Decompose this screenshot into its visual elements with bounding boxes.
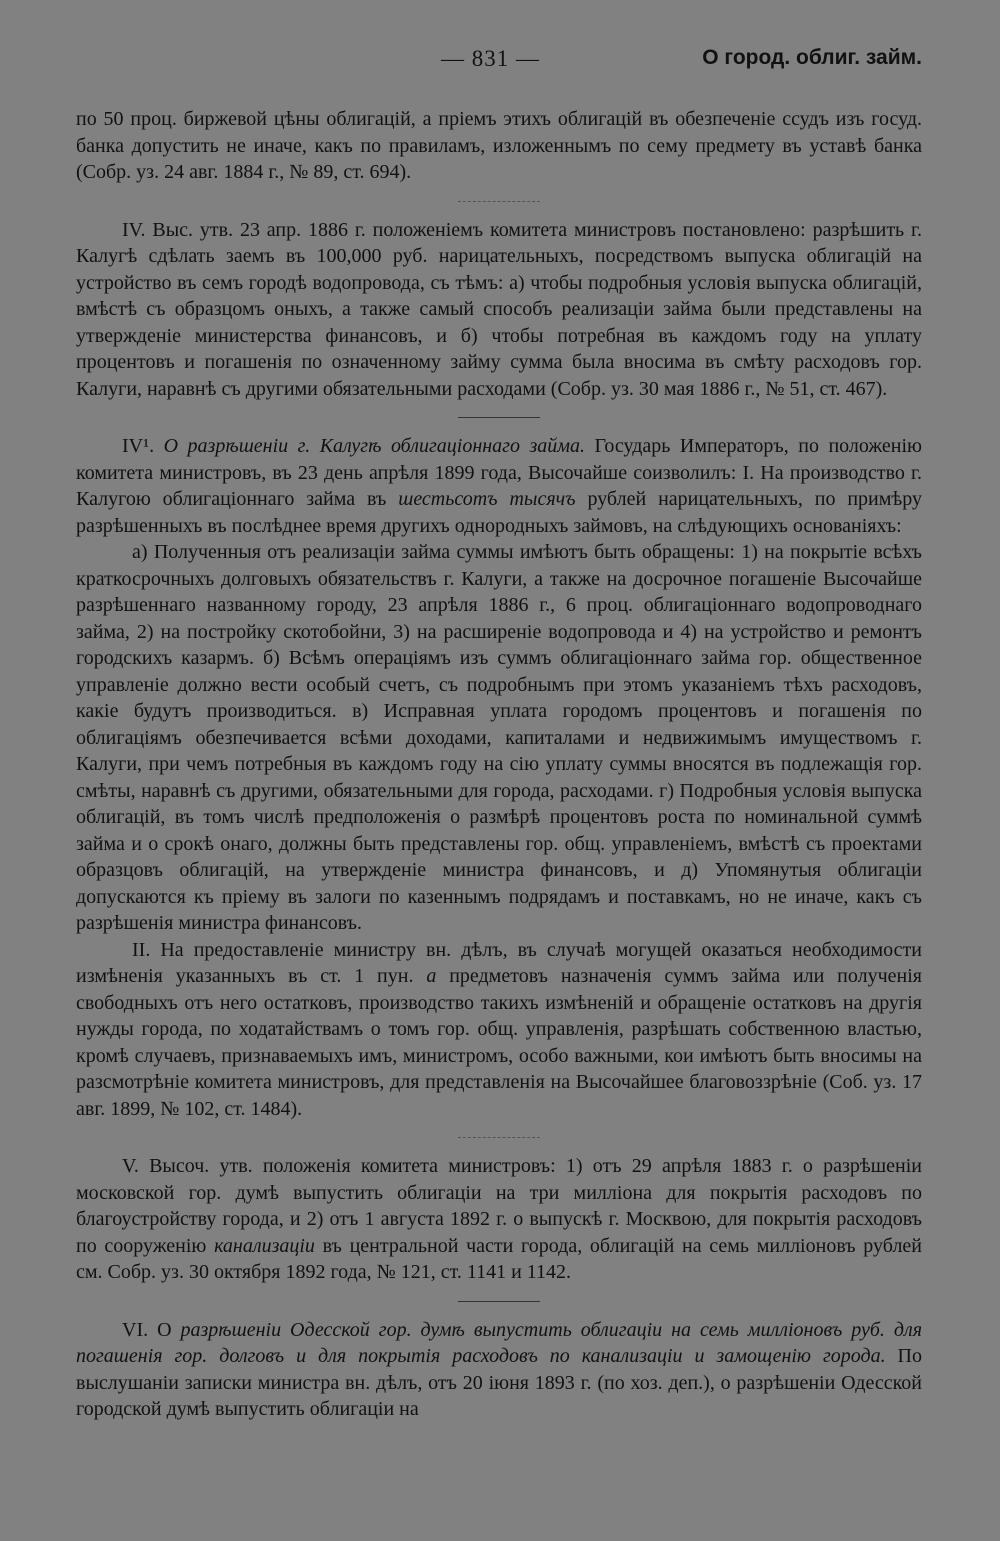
point-letter: а: [426, 965, 437, 987]
paragraph-text: въ центральной части города, облигацій на семь милліоновъ рублей см. Собр. уз. 30 октября 1892 года, № 121, ст. 1141 и 1142.: [76, 1234, 922, 1283]
section-divider: [458, 201, 540, 202]
paragraph-section-v: [76, 1153, 922, 1286]
paragraph-text: II. На предоставленіе министру вн. дѣлъ, въ случаѣ могущей оказаться необходимости измѣненія указанныхъ въ ст. 1 пун.: [76, 938, 922, 987]
paragraph-text: предметовъ назначенія суммъ займа или полученія свободныхъ отъ него остатковъ, производство такихъ измѣненій и обращеніе остатковъ на другія нужды города, по ходатайствамъ о томъ гор. общ. управленія, разрѣшать собственною властью, кромѣ случаевъ, признаваемыхъ имъ, министромъ, особо важными, кои имѣютъ быть вносимы на разсмотрѣніе комитета министровъ, для представленія на Высочайшее благовоззрѣніе (Соб. уз. 17 авг. 1899, № 102, ст. 1484).: [76, 965, 922, 1120]
paragraph-section-iv1: [76, 433, 922, 539]
page-number: — 831 —: [441, 46, 540, 71]
paragraph-continuation: по 50 проц. биржевой цѣны облигацій, а пріемъ этихъ облигацій въ обезпеченіе ссудъ изъ госуд. банка допустить не иначе, какъ по правиламъ, изложеннымъ по сему предмету въ уставѣ банка (Собр. уз. 24 авг. 1884 г., № 89, ст. 694).: [76, 108, 922, 183]
loan-amount: шестьсотъ тысячъ: [398, 488, 576, 510]
paragraph-text: Государь Императоръ, по положенію комитета министровъ, въ 23 день апрѣля 1899 года, Высочайше соизволилъ: I. На производство г. Калугою облигаціоннаго займа въ: [76, 435, 922, 510]
running-head: О город. облиг. займ.: [702, 46, 922, 69]
body-text: [76, 106, 922, 1423]
paragraph-section-ii: [76, 937, 922, 1123]
paragraph-text: По выслушаніи записки министра вн. дѣлъ, отъ 20 іюня 1893 г. (по хоз. деп.), о разрѣшеніи Одесской городской думѣ выпустить облигаціи на: [76, 1345, 922, 1420]
section-divider: [458, 1301, 540, 1302]
paragraph-conditions: а) Полученныя отъ реализаціи займа суммы имѣютъ быть обращены: 1) на покрытіе всѣхъ краткосрочныхъ долговыхъ обязательствъ г. Калуги, а также на досрочное погашеніе Высочайше разрѣшеннаго названному городу, 23 апрѣля 1886 г., 6 проц. облигаціоннаго водопроводнаго займа, 2) на постройку скотобойни, 3) на расширеніе водопровода и 4) на устройство и ремонтъ городскихъ казармъ. б) Всѣмъ операціямъ изъ суммъ облигаціоннаго займа гор. общественное управленіе должно вести особый счетъ, съ подробнымъ при этомъ указаніемъ тѣхъ расходовъ, какіе будутъ производиться. в) Исправная уплата городомъ процентовъ и погашенія по облигаціямъ обезпечивается всѣми доходами, капиталами и недвижимымъ имуществомъ г. Калуги, при чемъ потребныя въ каждомъ году на сію уплату суммы вносятся въ подлежащія гор. смѣты, наравнѣ съ другими, обязательными для города, расходами. г) Подробныя условія выпуска облигацій, въ томъ числѣ предположенія о размѣрѣ процентовъ роста по номинальной суммѣ займа и о срокѣ онаго, должны быть представлены гор. общ. управленіемъ, вмѣстѣ съ проектами образцовъ облигацій, на утвержденіе министра финансовъ, и д) Упомянутыя облигаціи допускаются къ пріему въ залоги по казеннымъ подрядамъ и поставкамъ, но не иначе, какъ съ разрѣшенія министра финансовъ.: [76, 541, 922, 934]
paragraph-section-vi: [76, 1317, 922, 1423]
section-title: разрѣшеніи Одесской гор. думѣ выпустить облигаціи на семь милліоновъ руб. для погашенія гор. долговъ и для покрытія расходовъ по канализаціи и замощенію города.: [76, 1318, 923, 1367]
section-divider: [458, 1137, 540, 1138]
emphasis-term: канализаціи: [214, 1234, 315, 1257]
page-header: [76, 46, 922, 76]
section-number: IV¹.: [122, 435, 155, 457]
section-number: VI. О: [122, 1318, 172, 1341]
section-title: О разрѣшеніи г. Калугѣ облигаціоннаго займа.: [163, 435, 586, 457]
paragraph-text: V. Высоч. утв. положенія комитета министровъ: 1) отъ 29 апрѣля 1883 г. о разрѣшеніи московской гор. думѣ выпустить облигаціи на три милліона для покрытія расходовъ по благоустройству города, и 2) отъ 1 августа 1892 г. о выпускѣ г. Москвою, для покрытія расходовъ по сооруженію: [76, 1155, 922, 1257]
paragraph-text: рублей нарицательныхъ, по примѣру разрѣшенныхъ въ послѣднее время другихъ однородныхъ займовъ, на слѣдующихъ основаніяхъ:: [76, 488, 923, 537]
section-divider: [458, 417, 540, 418]
document-page: [76, 0, 922, 1541]
paragraph-section-iv: IV. Выс. утв. 23 апр. 1886 г. положеніемъ комитета министровъ постановлено: разрѣшить г. Калугѣ сдѣлать заемъ въ 100,000 руб. нарицательныхъ, посредствомъ выпуска облигацій на устройство въ семъ городѣ водопровода, съ тѣмъ: а) чтобы подробныя условія выпуска облигацій, вмѣстѣ съ образцомъ оныхъ, а также самый способъ реализаціи займа были представлены на утвержденіе министерства финансовъ, и б) чтобы потребная въ каждомъ году на уплату процентовъ и погашенія по означенному займу сумма была вносима въ смѣту расходовъ гор. Калуги, наравнѣ съ другими обязательными расходами (Собр. уз. 30 мая 1886 г., № 51, ст. 467).: [76, 218, 922, 400]
